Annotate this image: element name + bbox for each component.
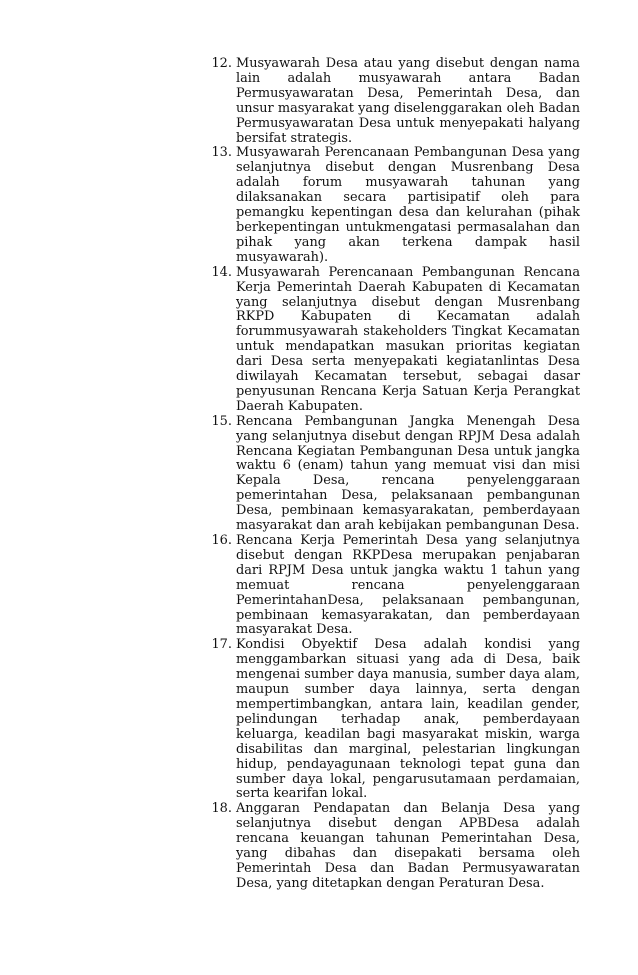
item-text: Kondisi Obyektif Desa adalah kondisi yang menggambarkan situasi yang ada di Desa, baik mengenai sumber daya manusia, sumber daya alam, maupun sumber daya lainnya, serta dengan mempertimbangkan, antara lain, keadilan gender, pelindungan terhadap anak, pemberdayaan keluarga, keadilan bagi masyarakat miskin, warga disabilitas dan marginal, pelestarian lingkungan hidup, pendayagunaan teknologi tepat guna dan sumber daya lokal, pengarusutamaan perdamaian, serta kearifan lokal. [236, 637, 580, 802]
list-item-13 [198, 146, 580, 265]
list-item-18 [198, 802, 580, 891]
definition-list [198, 57, 580, 892]
item-number: 17. [211, 637, 232, 653]
item-number: 18. [211, 801, 232, 817]
list-item-14 [198, 266, 580, 415]
list-item-16 [198, 534, 580, 638]
item-number: 14. [211, 264, 232, 280]
item-text: Rencana Kerja Pemerintah Desa yang selanjutnya disebut dengan RKPDesa merupakan penjabaran dari RPJM Desa untuk jangka waktu 1 tahun yang memuat rencana penyelenggaraan PemerintahanDesa, pelaksanaan pembangunan, pembinaan kemasyarakatan, dan pemberdayaan masyarakat Desa. [236, 533, 580, 638]
item-number: 15. [211, 413, 232, 429]
list-item-17 [198, 638, 580, 802]
list-item-15 [198, 415, 580, 534]
item-text: Anggaran Pendapatan dan Belanja Desa yang selanjutnya disebut dengan APBDesa adalah rencana keuangan tahunan Pemerintahan Desa, yang dibahas dan disepakati bersama oleh Pemerintah Desa dan Badan Permusyawaratan Desa, yang ditetapkan dengan Peraturan Desa. [236, 801, 580, 891]
item-number: 13. [211, 145, 232, 161]
list-item-12 [198, 57, 580, 146]
item-text: Musyawarah Desa atau yang disebut dengan nama lain adalah musyawarah antara Badan Permusyawaratan Desa, Pemerintah Desa, dan unsur masyarakat yang diselenggarakan oleh Badan Permusyawaratan Desa untuk menyepakati halyang bersifat strategis. [236, 56, 580, 146]
item-number: 16. [211, 533, 232, 548]
item-text: Rencana Pembangunan Jangka Menengah Desa yang selanjutnya disebut dengan RPJM Desa adalah Rencana Kegiatan Pembangunan Desa untuk jangka waktu 6 (enam) tahun yang memuat visi dan misi Kepala Desa, rencana penyelenggaraan pemerintahan Desa, pelaksanaan pembangunan Desa, pembinaan kemasyarakatan, pemberdayaan masyarakat dan arah kebijakan pembangunan Desa. [236, 413, 580, 534]
item-text: Musyawarah Perencanaan Pembangunan Rencana Kerja Pemerintah Daerah Kabupaten di Kecamatan yang selanjutnya disebut dengan Musrenbang RKPD Kabupaten di Kecamatan adalah forummusyawarah stakeholders Tingkat Kecamatan untuk mendapatkan masukan prioritas kegiatan dari Desa serta menyepakati kegiatanlintas Desa diwilayah Kecamatan tersebut, sebagai dasar penyusunan Rencana Kerja Satuan Kerja Perangkat Daerah Kabupaten. [236, 264, 580, 414]
item-text: Musyawarah Perencanaan Pembangunan Desa yang selanjutnya disebut dengan Musrenbang Desa adalah forum musyawarah tahunan yang dilaksanakan secara partisipatif oleh para pemangku kepentingan desa dan kelurahan (pihak berkepentingan untukmengatasi permasalahan dan pihak yang akan terkena dampak hasil musyawarah). [236, 145, 580, 265]
item-number: 12. [211, 56, 232, 71]
